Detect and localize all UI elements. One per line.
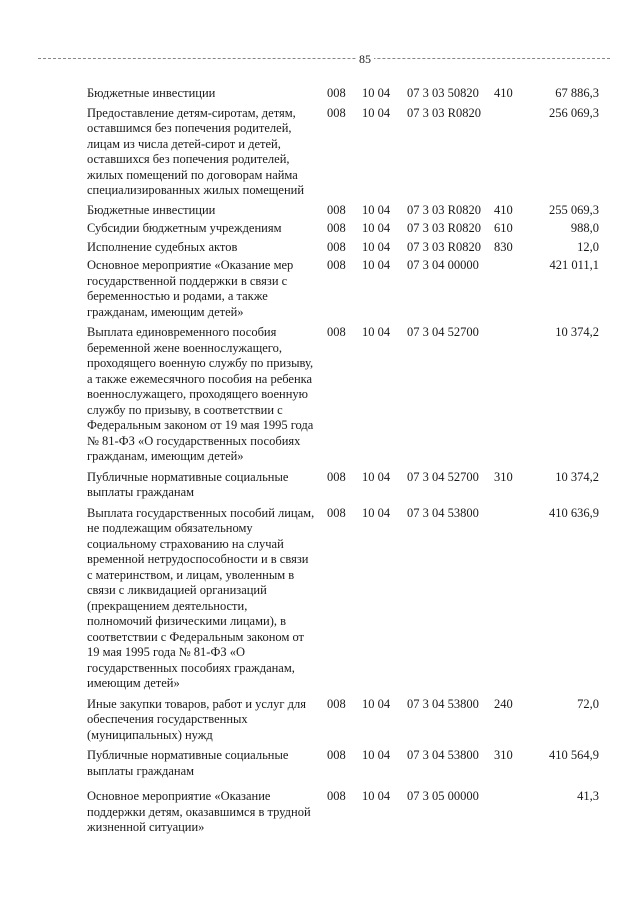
row-rzpr: 10 04 [362, 469, 391, 484]
row-ved: 008 [327, 748, 346, 762]
table-row [87, 506, 607, 692]
row-csr: 07 3 04 52700 [407, 325, 479, 339]
row-sum: 421 011,1 [549, 258, 599, 272]
row-ved: 008 [327, 86, 346, 100]
row-csr: 07 3 04 53800 [407, 505, 479, 520]
row-csr: 07 3 03 R0820 [407, 105, 481, 120]
row-csr: 07 3 03 R0820 [407, 221, 481, 235]
row-name: Субсидии бюджетным учреждениям [87, 221, 282, 235]
row-rzpr: 10 04 [362, 748, 391, 762]
row-name: Бюджетные инвестиции [87, 86, 216, 100]
row-name: Публичные нормативные социальные выплаты гражданам [87, 748, 289, 778]
row-ved: 008 [327, 221, 346, 235]
row-vr: 310 [494, 748, 513, 762]
row-ved: 008 [327, 789, 346, 803]
row-vr: 310 [494, 469, 513, 484]
row-ved: 008 [327, 239, 346, 254]
table-row [87, 203, 607, 219]
table-row [87, 86, 607, 102]
table-row [87, 221, 607, 237]
row-csr: 07 3 03 50820 [407, 86, 479, 100]
table-row [87, 697, 607, 744]
row-rzpr: 10 04 [362, 505, 391, 520]
table-row [87, 748, 607, 779]
row-name: Выплата единовременного пособия беременной жене военнослужащего, проходящего военную службу по призыву, а также ежемесячного пособия на ребенка военнослужащего, проходящего военную службу по призыву, в соответствии с Федеральным законом от 19 мая 1995 года № 81-ФЗ «О государственных пособиях гражданам, имеющим детей» [87, 325, 314, 463]
row-rzpr: 10 04 [362, 239, 391, 254]
row-name: Бюджетные инвестиции [87, 202, 216, 217]
row-csr: 07 3 03 R0820 [407, 202, 481, 217]
row-name: Предоставление детям-сиротам, детям, оставшимся без попечения родителей, лицам из числа детей-сирот и детей, оставшихся без попечения родителей, жилых помещений по договорам найма специализированных жилых помещений [87, 105, 305, 197]
table-row [87, 240, 607, 256]
row-ved: 008 [327, 469, 346, 484]
page-number: 85 [356, 52, 374, 67]
row-rzpr: 10 04 [362, 325, 391, 339]
table-row [87, 470, 607, 501]
row-vr: 410 [494, 86, 513, 100]
row-rzpr: 10 04 [362, 221, 391, 235]
row-sum: 10 374,2 [555, 469, 599, 484]
row-name: Основное мероприятие «Оказание мер государственной поддержки в связи с беременностью и родами, а также гражданам, имеющим детей» [87, 258, 294, 319]
row-sum: 67 886,3 [555, 86, 599, 100]
row-ved: 008 [327, 505, 346, 520]
row-sum: 988,0 [570, 221, 599, 235]
row-vr: 410 [494, 202, 513, 217]
row-csr: 07 3 03 R0820 [407, 239, 481, 254]
row-sum: 10 374,2 [555, 325, 599, 339]
row-vr: 610 [494, 221, 513, 235]
row-csr: 07 3 04 00000 [407, 258, 479, 272]
table-row [87, 789, 607, 836]
row-name: Публичные нормативные социальные выплаты гражданам [87, 469, 289, 499]
row-rzpr: 10 04 [362, 202, 391, 217]
page-header-dashed-rule [38, 58, 610, 59]
row-ved: 008 [327, 696, 346, 711]
row-vr: 240 [494, 696, 513, 711]
row-name: Выплата государственных пособий лицам, не подлежащим обязательному социальному страхованию на случай временной нетрудоспособности и в связи с материнством, и лицам, уволенным в связи с ликвидацией организаций (прекращением деятельности, полномочий физическими лицами), в соответствии с Федеральным законом от 19 мая 1995 года № 81-ФЗ «О государственных пособиях гражданам, имеющим детей» [87, 505, 315, 690]
row-csr: 07 3 05 00000 [407, 789, 479, 803]
row-name: Исполнение судебных актов [87, 239, 238, 254]
row-name: Иные закупки товаров, работ и услуг для обеспечения государственных (муниципальных) нужд [87, 696, 307, 742]
row-ved: 008 [327, 105, 346, 120]
row-ved: 008 [327, 202, 346, 217]
row-csr: 07 3 04 53800 [407, 696, 479, 711]
row-csr: 07 3 04 52700 [407, 469, 479, 484]
row-sum: 256 069,3 [549, 105, 599, 120]
row-rzpr: 10 04 [362, 696, 391, 711]
row-rzpr: 10 04 [362, 258, 391, 272]
row-sum: 72,0 [577, 696, 599, 711]
row-csr: 07 3 04 53800 [407, 748, 479, 762]
table-row [87, 325, 607, 465]
table-row [87, 258, 607, 320]
row-name: Основное мероприятие «Оказание поддержки детям, оказавшимся в трудной жизненной ситуации» [87, 789, 311, 834]
row-rzpr: 10 04 [362, 105, 391, 120]
row-sum: 410 636,9 [549, 505, 599, 520]
row-ved: 008 [327, 258, 346, 272]
row-sum: 41,3 [577, 789, 599, 803]
budget-table [87, 86, 607, 836]
row-rzpr: 10 04 [362, 86, 391, 100]
row-sum: 12,0 [577, 239, 599, 254]
row-sum: 410 564,9 [549, 748, 599, 762]
table-row [87, 106, 607, 199]
row-ved: 008 [327, 325, 346, 339]
row-sum: 255 069,3 [549, 202, 599, 217]
row-vr: 830 [494, 239, 513, 254]
row-rzpr: 10 04 [362, 789, 391, 803]
